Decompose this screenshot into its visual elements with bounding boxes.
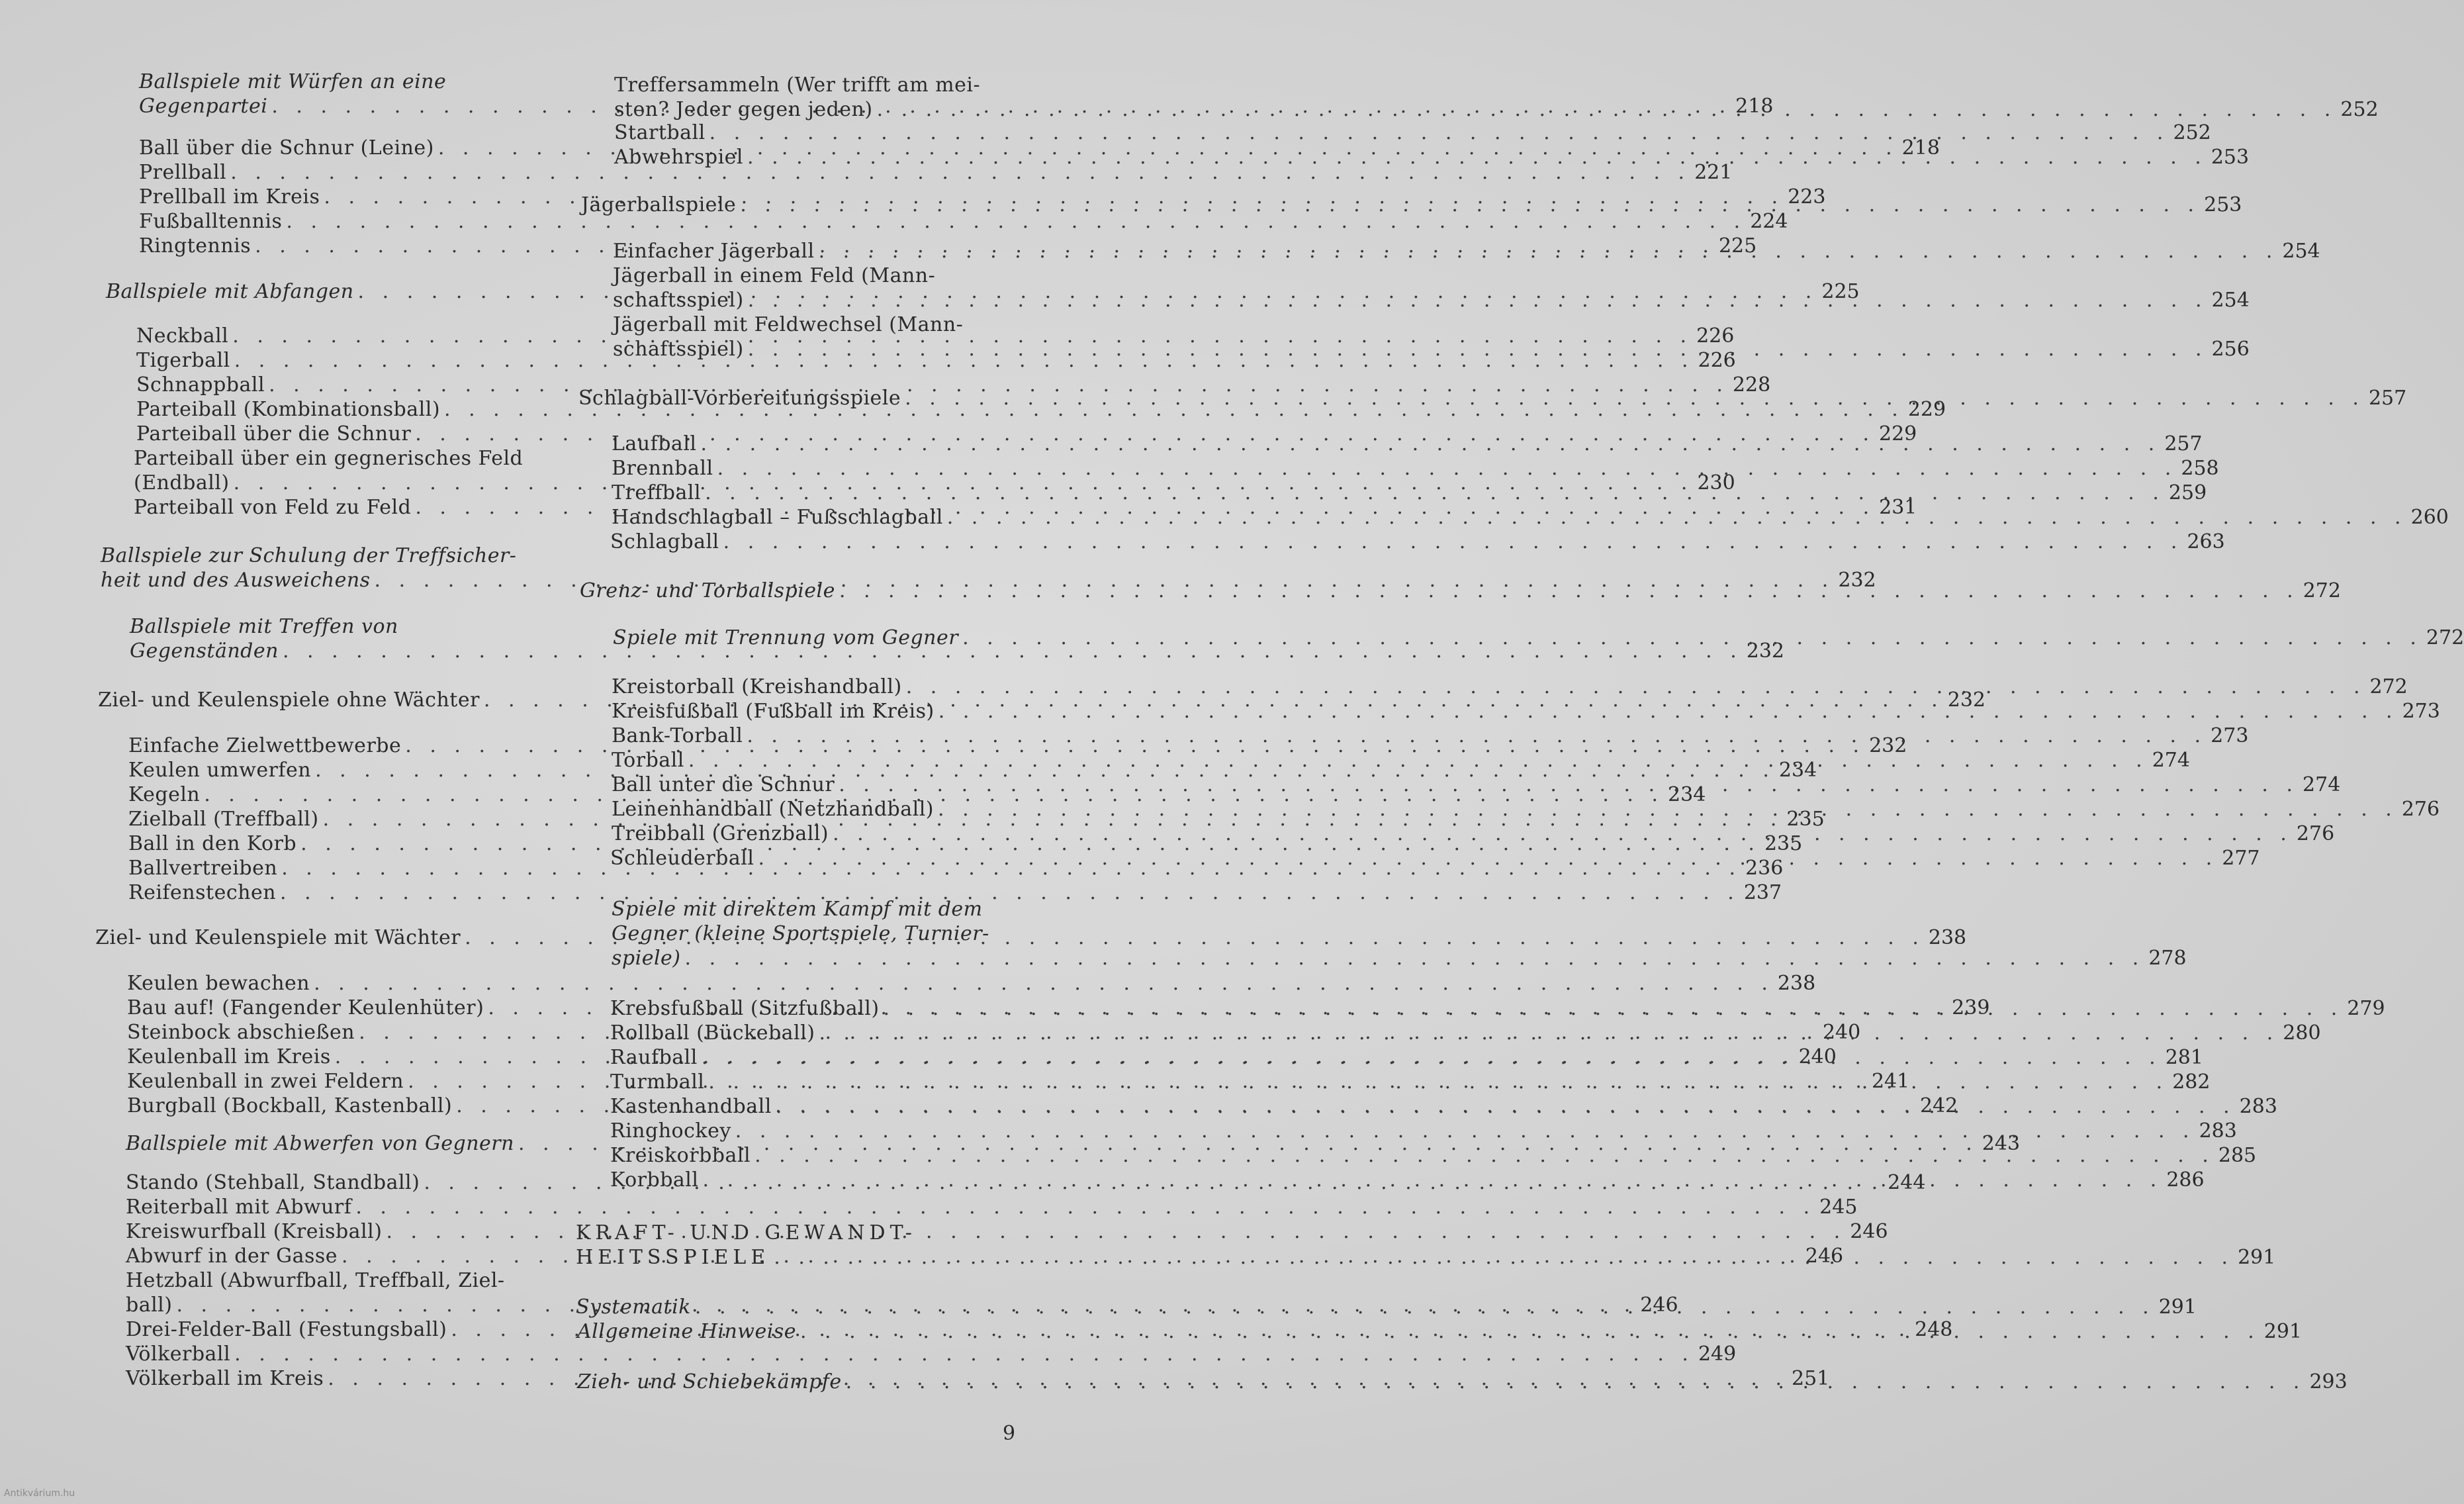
toc-entry-title: (Endball) (134, 471, 230, 494)
toc-entry-title: Kreisfußball (Fußball im Kreis) (612, 700, 935, 723)
toc-page-number: 259 (2168, 481, 2207, 504)
toc-page-number: 280 (2283, 1021, 2321, 1045)
dot-leader (740, 193, 2200, 217)
dot-leader (695, 1295, 2155, 1319)
toc-entry-title: Gegenpartei (139, 95, 268, 118)
toc-page-number: 293 (2309, 1370, 2348, 1393)
toc-page-number: 226 (1696, 324, 1735, 348)
toc-entry-title: Torball (612, 749, 684, 772)
dot-leader (846, 1370, 2306, 1394)
toc-entry-title: Bau auf! (Fangender Keulenhüter) (127, 996, 484, 1019)
dot-leader (723, 530, 2183, 554)
toc-entry-title: Gegner (kleine Sportspiele, Turnier- (612, 922, 989, 945)
toc-page-number: 246 (1805, 1245, 1844, 1268)
toc-entry-title: Abwehrspiel (614, 146, 744, 169)
toc-entry-title: Einfacher Jägerball (613, 240, 815, 263)
toc-entry-title: Burgball (Bockball, Kastenball) (127, 1094, 453, 1117)
dot-leader (758, 846, 2218, 870)
toc-page-number: 245 (1819, 1196, 1858, 1219)
toc-page-number: 223 (1788, 185, 1826, 209)
toc-page-number: 237 (1743, 881, 1782, 904)
toc-page-number: 281 (2165, 1046, 2203, 1069)
toc-page-number: 232 (1869, 734, 1907, 757)
toc-entry-title: Reiterball mit Abwurf (126, 1196, 352, 1219)
toc-entry-title: Parteiball über ein gegnerisches Feld (134, 447, 524, 470)
dot-leader (754, 1143, 2214, 1168)
toc-entry-title: Zieh- und Schiebekämpfe (577, 1370, 842, 1393)
toc-page-number: 238 (1777, 972, 1816, 995)
dot-leader (839, 773, 2299, 797)
dot-leader (234, 1342, 1694, 1366)
toc-entry (126, 1195, 1858, 1219)
toc-entry (128, 880, 1782, 905)
toc-page-number: 225 (1718, 234, 1757, 258)
toc-entry-title: Brennball (612, 457, 713, 480)
toc-page-number: 279 (2347, 997, 2385, 1020)
toc-entry-title: Völkerball (126, 1342, 231, 1366)
toc-page-number: 283 (2199, 1119, 2237, 1143)
dot-leader (833, 822, 2293, 846)
toc-page-number: 232 (1947, 688, 1985, 712)
dot-leader (774, 1245, 2234, 1270)
toc-page-number: 229 (1879, 422, 1917, 446)
toc-page-number: 282 (2172, 1070, 2211, 1094)
toc-page-number: 230 (1697, 471, 1735, 494)
dot-leader (938, 699, 2398, 724)
toc-entry-title: Parteiball von Feld zu Feld (134, 496, 412, 519)
dot-leader (748, 337, 2208, 361)
toc-page-number: 228 (1732, 373, 1771, 397)
dot-leader (708, 1070, 2168, 1094)
toc-entry-title: Ballspiele mit Abwerfen von Gegnern (126, 1132, 514, 1155)
toc-page-number: 236 (1745, 857, 1784, 880)
dot-leader (685, 946, 2145, 970)
toc-page-number: 291 (2158, 1295, 2197, 1319)
toc-entry-title: schaftsspiel) (613, 289, 744, 312)
dot-leader (962, 626, 2422, 650)
toc-entry-title: Zielball (Treffball) (128, 808, 319, 831)
toc-page-number: 273 (2211, 724, 2249, 747)
toc-entry-title: Ballspiele mit Abfangen (106, 280, 354, 303)
toc-page-number: 231 (1879, 496, 1917, 519)
toc-page-number: 286 (2166, 1168, 2205, 1192)
dot-leader (747, 724, 2207, 748)
toc-entry-title: Jägerball in einem Feld (Mann- (613, 264, 936, 287)
toc-entry (612, 456, 2219, 481)
toc-entry-title: Ringtennis (139, 234, 251, 258)
toc-entry-title: Reifenstechen (128, 881, 277, 904)
toc-entry-title: Ziel- und Keulenspiele ohne Wächter (98, 688, 480, 712)
toc-page-number: 229 (1907, 398, 1946, 421)
toc-page-number: 254 (2211, 289, 2250, 312)
toc-entry-title: Schnappball (136, 373, 265, 397)
toc-entry-title: Rollball (Bückeball) (610, 1021, 815, 1045)
toc-entry-title: Handschlagball – Fußschlagball (612, 506, 943, 529)
toc-entry-title: Keulen bewachen (127, 972, 310, 995)
dot-leader (819, 239, 2279, 263)
toc-page-number: 235 (1764, 832, 1803, 855)
toc-entry-title: Systematik (576, 1295, 691, 1319)
toc-page-number: 260 (2410, 506, 2449, 529)
dot-leader (355, 1195, 1815, 1219)
toc-entry-title: Parteiball über die Schnur (136, 422, 412, 446)
toc-page-number: 221 (1694, 161, 1733, 184)
toc-entry-title: Steinbock abschießen (127, 1021, 355, 1044)
dot-leader (709, 120, 2169, 145)
toc-entry-title: heit und des Ausweichens (101, 569, 371, 592)
toc-entry-title: Turmball (610, 1070, 705, 1094)
page-number: 9 (1003, 1422, 1016, 1445)
toc-entry (139, 160, 1733, 185)
toc-page-number: 241 (1871, 1070, 1910, 1093)
toc-entry-title: Keulenball im Kreis (127, 1045, 331, 1068)
dot-leader (747, 145, 2207, 169)
toc-entry-title: Drei-Felder-Ball (Festungsball) (126, 1318, 447, 1341)
dot-leader (314, 971, 1774, 996)
toc-page-number: 238 (1928, 926, 1967, 949)
toc-page-number: 218 (1735, 95, 1774, 118)
toc-entry-title: Treffball (612, 481, 702, 504)
toc-entry-title: Ziel- und Keulenspiele mit Wächter (95, 926, 461, 949)
toc-entry-title: Fußballtennis (139, 210, 283, 233)
toc-entry (136, 373, 1771, 397)
toc-entry-title: Kreistorball (Kreishandball) (612, 675, 902, 698)
toc-entry-title: Keulenball in zwei Feldern (127, 1070, 404, 1093)
toc-page-number: 263 (2187, 530, 2225, 553)
toc-page-number: 242 (1920, 1094, 1958, 1117)
toc-entry-title: Prellball (139, 161, 227, 184)
toc-entry-title: Ringhockey (610, 1119, 731, 1143)
toc-page-number: 240 (1798, 1045, 1837, 1068)
toc-page-number: 232 (1838, 569, 1876, 592)
toc-page-number: 246 (1640, 1293, 1678, 1317)
toc-page-number: 251 (1792, 1367, 1830, 1390)
toc-entry-title: Ball in den Korb (128, 832, 297, 855)
dot-leader (819, 1021, 2279, 1045)
toc-page-number: 239 (1952, 996, 1990, 1019)
dot-leader (701, 432, 2161, 456)
dot-leader (702, 1045, 2162, 1070)
toc-entry-title: Tigerball (136, 349, 230, 372)
toc-entry-title: Spiele mit Trennung vom Gegner (613, 626, 959, 649)
toc-page-number: 240 (1822, 1021, 1861, 1044)
toc-page-number: 283 (2239, 1095, 2277, 1118)
toc-page-number: 218 (1901, 136, 1940, 160)
toc-entry-title: Stando (Stehball, Standball) (126, 1171, 420, 1194)
dot-leader (717, 456, 2177, 481)
dot-leader (800, 1319, 2260, 1344)
toc-entry-title: Kreiswurfball (Kreisball) (126, 1220, 383, 1243)
dot-leader (905, 386, 2365, 410)
toc-entry-title: Bank-Torball (612, 724, 743, 747)
toc-page-number: 272 (2303, 579, 2341, 602)
toc-page-number: 225 (1821, 280, 1860, 303)
toc-page-number: 274 (2152, 749, 2190, 772)
dot-leader (735, 1119, 2195, 1143)
toc-entry-title: Ballspiele mit Würfen an eine (139, 70, 447, 93)
toc-entry-title: Neckball (136, 324, 229, 348)
dot-leader (884, 996, 2344, 1021)
toc-entry-title: ball) (126, 1293, 173, 1317)
dot-leader (947, 505, 2407, 530)
watermark: Antikvárium.hu (4, 1488, 75, 1499)
toc-entry-title: Kreiskorbball (610, 1144, 751, 1167)
toc-entry-title: schaftsspiel) (613, 338, 744, 361)
toc-page-number: 248 (1915, 1318, 1953, 1341)
toc-page-number: 253 (2204, 193, 2242, 216)
dot-leader (703, 1168, 2163, 1192)
toc-entry-title: Schleuderball (610, 847, 754, 870)
toc-entry-title: Keulen umwerfen (128, 759, 312, 782)
toc-entry (126, 1342, 1737, 1366)
toc-entry-title: Parteiball (Kombinationsball) (136, 398, 441, 421)
toc-page-number: 277 (2222, 847, 2260, 870)
toc-entry-title: Einfache Zielwettbewerbe (128, 734, 402, 757)
toc-entry-title: Startball (614, 121, 706, 144)
toc-entry-title: Raufball (610, 1046, 698, 1069)
toc-entry-title: Jägerballspiele (581, 193, 737, 216)
toc-entry-title: Korbball (610, 1168, 699, 1192)
dot-leader (688, 748, 2148, 773)
toc-page-number: 244 (1888, 1171, 1926, 1194)
toc-page-number: 243 (1982, 1132, 2021, 1155)
toc-page-number: 257 (2368, 387, 2407, 410)
toc-entry-title: Schlagball-Vorbereitungsspiele (578, 387, 901, 410)
toc-entry-title: Grenz- und Torballspiele (580, 579, 835, 602)
toc-entry-title: HEITSSPIELE (576, 1246, 770, 1269)
toc-entry-title: Leinenhandball (Netzhandball) (612, 798, 934, 821)
toc-entry (127, 971, 1816, 996)
toc-page-number: 253 (2211, 146, 2250, 169)
toc-page-number: 276 (2296, 822, 2335, 845)
toc-entry (610, 530, 2225, 554)
toc-entry (612, 675, 2408, 699)
toc-entry-title: Ballvertreiben (128, 857, 278, 880)
toc-entry-title: Kegeln (128, 783, 201, 806)
toc-page-number: 272 (2369, 675, 2408, 698)
toc-page-number: 234 (1668, 783, 1706, 806)
toc-entry-title: Schlagball (610, 530, 719, 553)
dot-leader (839, 579, 2299, 603)
toc-entry-title: KRAFT- UND GEWANDT- (576, 1221, 917, 1245)
toc-entry-title: Ball über die Schnur (Leine) (139, 136, 434, 160)
toc-entry-title: sten? Jeder gegen jeden) (614, 98, 873, 121)
toc-entry-title: Ballspiele mit Treffen von (130, 615, 398, 638)
dot-leader (705, 481, 2165, 505)
toc-entry-title: Allgemeine Hinweise (577, 1320, 796, 1343)
toc-entry-title: Kastenhandball (610, 1095, 772, 1118)
toc-page-number: 256 (2211, 338, 2250, 361)
toc-entry-title: Jägerball mit Feldwechsel (Mann- (613, 313, 964, 336)
toc-entry-title: Völkerball im Kreis (126, 1367, 324, 1390)
dot-leader (877, 97, 2337, 122)
toc-entry-title: Treffersammeln (Wer trifft am mei- (614, 73, 981, 97)
toc-page-number: 246 (1850, 1220, 1888, 1243)
toc-entry (139, 209, 1788, 234)
toc-entry-title: Ballspiele zur Schulung der Treffsicher- (101, 544, 517, 567)
toc-page-number: 249 (1698, 1342, 1737, 1366)
toc-page-number: 258 (2181, 457, 2219, 480)
dot-leader (776, 1094, 2236, 1119)
toc-page-number: 285 (2218, 1144, 2257, 1167)
toc-entry (614, 120, 2211, 145)
dot-leader (748, 288, 2208, 312)
toc-page-number: 224 (1750, 210, 1788, 233)
toc-page-number: 276 (2401, 798, 2440, 821)
toc-page-number: 252 (2173, 121, 2211, 144)
toc-page-number: 273 (2402, 700, 2440, 723)
toc-page-number: 257 (2164, 432, 2203, 455)
toc-entry-title: Hetzball (Abwurfball, Treffball, Ziel- (126, 1269, 505, 1292)
toc-page-number: 254 (2282, 240, 2320, 263)
toc-page-number: 291 (2263, 1320, 2303, 1343)
toc-page-number: 235 (1786, 808, 1825, 831)
toc-entry-title: Abwurf in der Gasse (126, 1245, 338, 1268)
toc-entry-title: Laufball (612, 432, 697, 455)
toc-entry-title: Treibball (Grenzball) (612, 822, 829, 845)
toc-entry-title: Gegenständen (130, 639, 279, 663)
toc-entry-title: Krebsfußball (Sitzfußball) (610, 997, 880, 1020)
toc-page-number: 278 (2148, 947, 2187, 970)
toc-entry-title: spiele) (612, 947, 681, 970)
toc-page-number: 291 (2238, 1246, 2276, 1269)
toc-page-number: 232 (1746, 639, 1785, 663)
toc-entry-title: Ball unter die Schnur (612, 773, 835, 796)
dot-leader (938, 797, 2398, 822)
dot-leader (906, 675, 2366, 699)
toc-page-number: 272 (2426, 626, 2464, 649)
toc-entry-title: Prellball im Kreis (139, 185, 320, 209)
toc-page-number: 252 (2340, 98, 2379, 121)
toc-entry (613, 626, 2464, 650)
toc-entry (610, 1119, 2237, 1143)
toc-entry-title: Spiele mit direktem Kampf mit dem (612, 898, 983, 921)
toc-page-number: 234 (1778, 759, 1817, 782)
toc-page-number: 274 (2303, 773, 2341, 796)
toc-page-number: 226 (1698, 349, 1736, 372)
